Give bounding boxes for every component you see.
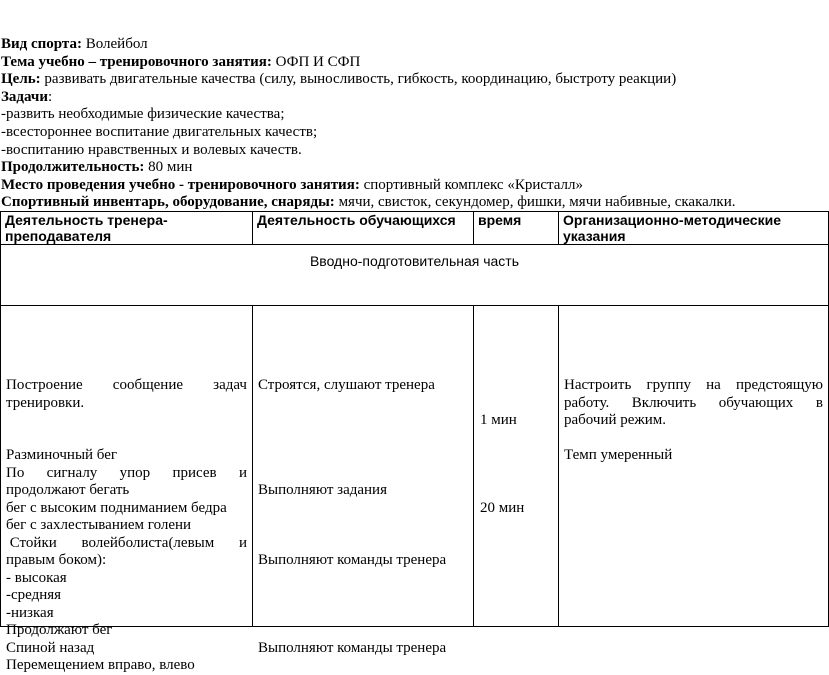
equipment-label: Спортивный инвентарь, оборудование, снаряды:: [1, 194, 335, 211]
place-label: Место проведения учебно - тренировочного занятия:: [1, 176, 360, 193]
students-line: Выполняют команды тренера: [258, 552, 447, 568]
methods-line: Темп умеренный: [564, 447, 673, 463]
trainer-line: Построение сообщение задач: [6, 377, 247, 393]
col-header-students: Деятельность обучающихся: [253, 212, 474, 245]
sport-label: Вид спорта:: [1, 36, 82, 52]
tasks-label: Задачи: [1, 88, 49, 105]
table-row: [1, 306, 829, 627]
trainer-line: Стойки волейболиста(левым и: [6, 535, 247, 551]
sport-value: Волейбол: [81, 36, 148, 52]
time-cell: [474, 306, 559, 627]
trainer-line: продолжают бегать: [6, 482, 130, 498]
students-line: Строятся, слушают тренера: [258, 377, 435, 393]
methods-cell: [559, 306, 829, 627]
section-title: Вводно-подготовительная часть: [1, 245, 829, 306]
task-item: -развить необходимые физические качества;: [1, 106, 285, 123]
sport-line: [1, 36, 816, 54]
goal-value: развивать двигательные качества (силу, выносливость, гибкость, координацию, быстроту реакции): [40, 71, 677, 88]
place-line: [1, 177, 816, 195]
students-line: Выполняют команды тренера: [258, 640, 447, 656]
task-item: -всестороннее воспитание двигательных качеств;: [1, 123, 318, 140]
time-value: 20 мин: [480, 500, 525, 516]
trainer-line: тренировки.: [6, 395, 85, 411]
task-item: -воспитанию нравственных и волевых качеств.: [1, 141, 302, 158]
trainer-line: правым боком):: [6, 552, 107, 568]
trainer-line: Продолжают бег: [6, 622, 113, 638]
trainer-activity-cell: [1, 306, 253, 673]
trainer-line: Разминочный бег: [6, 447, 118, 463]
col-header-methods: Организационно-методические указания: [559, 212, 829, 245]
table-header-row: [1, 212, 829, 245]
section-row: [1, 245, 829, 306]
lesson-header: [1, 36, 816, 212]
col-header-time: время: [474, 212, 559, 245]
place-value: спортивный комплекс «Кристалл»: [359, 176, 584, 193]
col-header-trainer: Деятельность тренера- преподавателя: [1, 212, 253, 245]
trainer-line: Спиной назад: [6, 640, 95, 656]
equipment-line: [1, 194, 816, 212]
methods-line: рабочий режим.: [564, 412, 667, 428]
trainer-line: бег с высоким подниманием бедра: [6, 500, 227, 516]
duration-value: 80 мин: [144, 159, 193, 176]
trainer-line: -средняя: [6, 587, 62, 603]
time-value: 1 мин: [480, 412, 517, 428]
equipment-value: мячи, свисток, секундомер, фишки, мячи набивные, скакалки.: [334, 194, 736, 211]
trainer-line: бег с захлестыванием голени: [6, 517, 192, 533]
goal-label: Цель:: [1, 71, 41, 88]
methods-line: работу. Включить обучающих в: [564, 395, 823, 411]
students-line: Выполняют задания: [258, 482, 387, 498]
trainer-line: Перемещением вправо, влево: [6, 657, 195, 673]
topic-label: Тема учебно – тренировочного занятия:: [1, 53, 272, 70]
students-activity-cell: [253, 306, 474, 656]
duration-line: [1, 159, 816, 177]
topic-value: ОФП И СФП: [271, 53, 361, 70]
tasks-line: Задачи:: [1, 88, 53, 105]
trainer-line: -низкая: [6, 605, 54, 621]
duration-label: Продолжительность:: [1, 159, 145, 176]
trainer-line: По сигналу упор присев и: [6, 465, 247, 481]
goal-line: [1, 71, 816, 89]
trainer-line: - высокая: [6, 570, 67, 586]
topic-line: [1, 54, 816, 72]
methods-line: Настроить группу на предстоящую: [564, 377, 823, 393]
lesson-plan-table: [0, 211, 829, 673]
